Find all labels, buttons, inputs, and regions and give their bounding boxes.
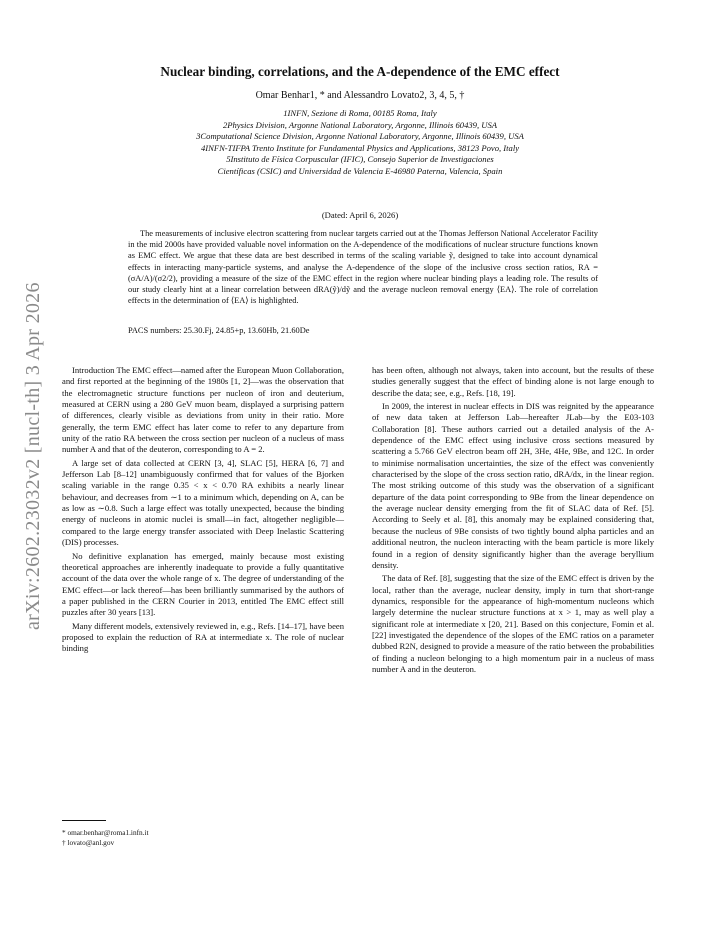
affiliation-2: 2Physics Division, Argonne National Laboratory, Argonne, Illinois 60439, USA xyxy=(222,119,498,130)
paragraph: has been often, although not always, taken into account, but the results of these studies generally suggest that the effect of binding alone is not large enough to describe the data; see, e.g., Refs. [18, 19]. xyxy=(372,365,654,398)
paragraph: In 2009, the interest in nuclear effects in DIS was reignited by the appearance of new data taken at Jefferson Lab—hereafter JLab—by the E03-103 Collaboration [8]. These authors carried out a detailed analysis of the A-dependence of the EMC effect using inclusive cross sections measured by scattering a 5.766 GeV electron beam off 2H, 3He, 4He, 9Be, and 12C. In order to minimise normalisation uncertainties, the size of the effect was conveniently characterised by the slope of the cross section ratio, dRA/dx, in the linear region. The most striking outcome of this study was the observation of a significant departure of the data point corresponding to 9Be from the linear dependence on the average nuclear density emerging from the fit of SLAC data of Ref. [5]. According to Seely et al. [8], this anomaly may be explained considering that, because the nucleus of 9Be consists of two tightly bound alpha particles and an additional neutron, the nucleon interacting with the beam particle is more likely found in a region of density significantly higher than the average beryllium density. xyxy=(372,401,654,570)
right-column xyxy=(372,365,654,677)
affiliation-4: 4INFN-TIFPA Trento Institute for Fundamental Physics and Applications, 38123 Povo, Italy xyxy=(200,142,520,153)
paper-title: Nuclear binding, correlations, and the A-dependence of the EMC effect xyxy=(160,64,560,79)
affiliation-5-cont: Científicas (CSIC) and Universidad de Valencia E-46980 Paterna, Valencia, Spain xyxy=(217,165,503,176)
footnote-email-benhar[interactable]: * omar.benhar@roma1.infn.it xyxy=(62,828,149,837)
footnote-email-lovato[interactable]: † lovato@anl.gov xyxy=(62,838,115,847)
arxiv-identifier: arXiv:2602.23032v2 [nucl-th] 3 Apr 2026 xyxy=(22,282,44,630)
abstract: The measurements of inclusive electron scattering from nuclear targets carried out at the Thomas Jefferson National Accelerator Facility in the mid 2000s have provided valuable novel information on the A-dependence of the modifications of nuclear structure functions known as EMC effect. We argue that these data are best described in terms of the scaling variable ỹ, designed to take into account dynamical effects in interacting many-particle systems, and analyse the A-dependence of the slope of the inclusive cross section ratios, RA = (σA/A)/(σ2/2), providing a measure of the size of the EMC effect in the region where nuclear binding plays a leading role. The results of our study clearly hint at a linear correlation between dRA(ỹ)/dỹ and the average nucleon removal energy ⟨EA⟩. The role of correlation effects in the determination of ⟨EA⟩ is highlighted. xyxy=(128,229,598,306)
paragraph: Many different models, extensively reviewed in, e.g., Refs. [14–17], have been proposed to explain the reduction of RA at intermediate x. The role of nuclear binding xyxy=(62,620,344,654)
affiliation-5: 5Instituto de Física Corpuscular (IFIC), Consejo Superior de Investigaciones xyxy=(226,154,494,165)
footnote-rule xyxy=(62,820,106,821)
paragraph: Introduction The EMC effect—named after the European Muon Collaboration, and first reported at the beginning of the 1980s [1, 2]—was the observation that the electromagnetic structure functions per nucleon of iron and deuterium, measured at CERN using a 280 GeV muon beam, displayed a surprising pattern of differences, clearly visible as deviations from unity in their ratio. More generally, the term EMC effect has later come to refer to any departure from unity of the ratio RA between the cross section per nucleon of a nucleus of mass number A and that of the deuteron, corresponding to A = 2. xyxy=(62,365,344,455)
author-list: Omar Benhar1, * and Alessandro Lovato2, 3, 4, 5, † xyxy=(255,90,465,101)
paragraph: A large set of data collected at CERN [3, 4], SLAC [5], HERA [6, 7] and Jefferson Lab [8–12] unambiguously confirmed that for values of the Bjorken scaling variable in the range 0.35 < x < 0.70 RA exhibits a nearly linear behaviour, and decreases from ∼1 to a minimum which, depending on A, can be as low as ∼0.8. Such a large effect was totally unexpected, because the binding energy of nucleons in atomic nuclei is small—in fact, altogether negligible—compared to the large energy transfer associated with Deep Inelastic Scattering (DIS) processes. xyxy=(62,457,344,548)
affiliation-3: 3Computational Science Division, Argonne National Laboratory, Argonne, Illinois 60439, USA xyxy=(196,131,524,142)
left-column xyxy=(62,365,344,657)
footnotes xyxy=(62,828,344,848)
affiliations xyxy=(110,108,610,178)
paragraph: The data of Ref. [8], suggesting that the size of the EMC effect is driven by the local, rather than the average, nuclear density, imply in turn that short-range dynamics, responsible for the appearance of high-momentum nucleons which largely determine the nuclear structure functions at x > 1, may as well play a significant role at intermediate x [20, 21]. Based on this conjecture, Fomin et al. [22] investigated the dependence of the slopes of the EMC ratios on a parameter dubbed R2N, designed to provide a measure of the ratio between the probabilities of finding a nucleon belonging to a high momentum pair in a nucleus of mass number A and in the deuteron. xyxy=(372,573,654,674)
affiliation-1: 1INFN, Sezione di Roma, 00185 Roma, Italy xyxy=(283,108,437,118)
paragraph: No definitive explanation has emerged, mainly because most existing theoretical approaches are inherently inadequate to provide a fully quantitative account of the data over the whole range of x. The degree of understanding of the EMC effect—or lack thereof—has been brilliantly summarised by the authors of a paper published in the CERN Courier in 2013, entitled The EMC effect still puzzles after 30 years [13]. xyxy=(62,550,344,618)
dated-line: (Dated: April 6, 2026) xyxy=(321,210,399,220)
pacs-numbers: PACS numbers: 25.30.Fj, 24.85+p, 13.60Hb, 21.60De xyxy=(128,326,310,335)
